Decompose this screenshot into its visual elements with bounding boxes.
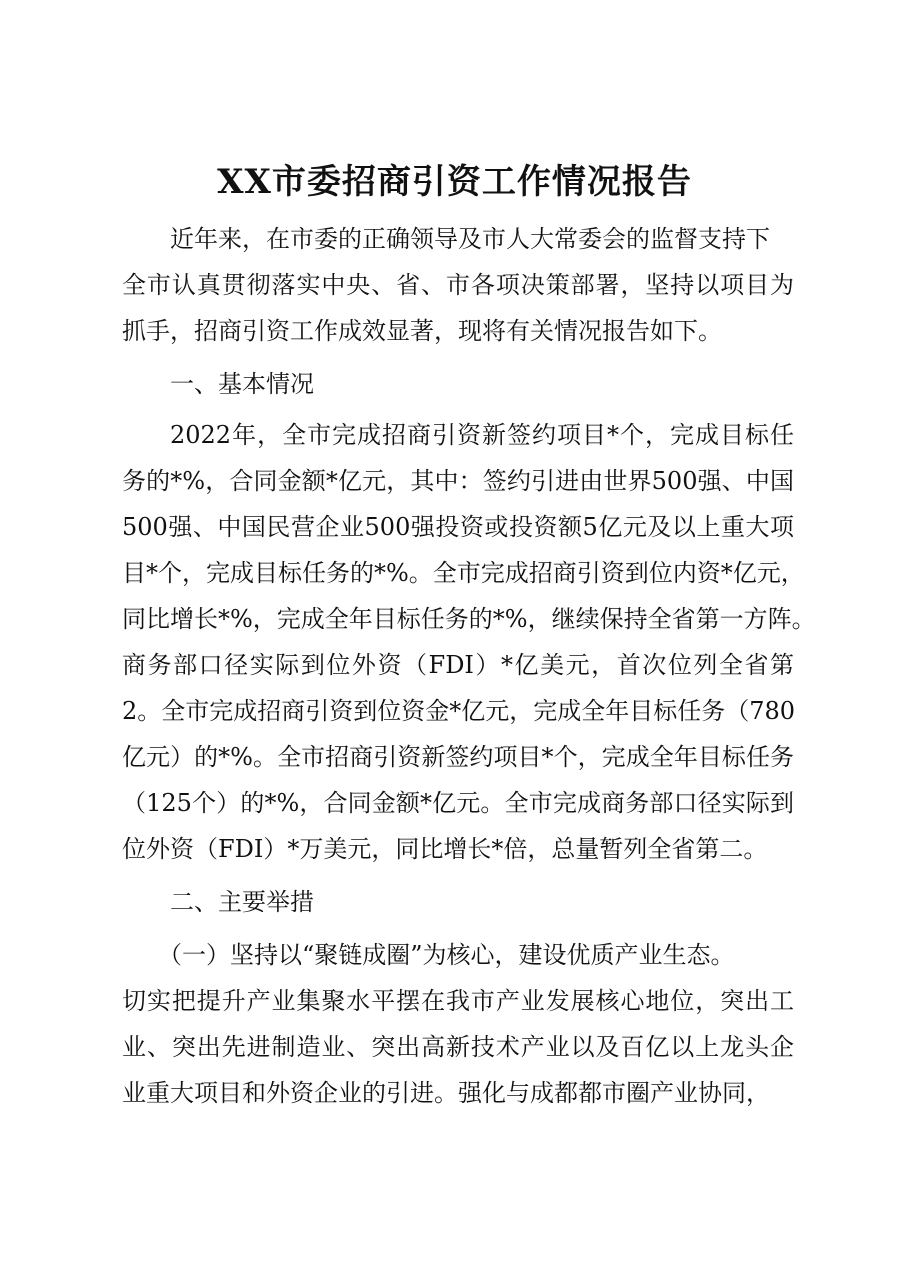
paragraph-line-11: 亿元）的*%。全市招商引资新签约项目*个，完成全年目标任务 (122, 743, 794, 771)
paragraph-line-4: 2022年，全市完成招商引资新签约项目*个，完成目标任 (170, 421, 794, 449)
paragraph-line-2: 全市认真贯彻落实中央、省、市各项决策部署，坚持以项目为 (122, 271, 794, 299)
paragraph-line-14: 切实把提升产业集聚水平摆在我市产业发展核心地位，突出工 (122, 987, 794, 1015)
paragraph-line-12: （125个）的*%，合同金额*亿元。全市完成商务部口径实际到 (122, 789, 794, 817)
paragraph-line-8: 同比增长*%，完成全年目标任务的*%，继续保持全省第一方阵。 (122, 605, 816, 633)
subsection-heading-1: （一）坚持以“聚链成圈”为核心，建设优质产业生态。 (158, 941, 735, 969)
paragraph-line-13: 位外资（FDI）*万美元，同比增长*倍，总量暂列全省第二。 (122, 835, 768, 863)
paragraph-line-5: 务的*%，合同金额*亿元，其中：签约引进由世界500强、中国 (122, 467, 794, 495)
section-heading-1: 一、基本情况 (170, 370, 314, 398)
paragraph-line-15: 业、突出先进制造业、突出高新技术产业以及百亿以上龙头企 (122, 1033, 794, 1061)
paragraph-line-1: 近年来，在市委的正确领导及市人大常委会的监督支持下 (170, 225, 770, 253)
paragraph-line-3: 抓手，招商引资工作成效显著，现将有关情况报告如下。 (122, 317, 722, 345)
paragraph-line-9: 商务部口径实际到位外资（FDI）*亿美元，首次位列全省第 (122, 651, 794, 679)
page-title: XX市委招商引资工作情况报告 (217, 162, 692, 202)
paragraph-line-6: 500强、中国民营企业500强投资或投资额5亿元及以上重大项 (122, 513, 794, 541)
paragraph-line-16: 业重大项目和外资企业的引进。强化与成都都市圈产业协同， (122, 1079, 770, 1107)
paragraph-line-10: 2。全市完成招商引资到位资金*亿元，完成全年目标任务（780 (122, 697, 796, 725)
section-heading-2: 二、主要举措 (170, 888, 314, 916)
paragraph-line-7: 目*个，完成目标任务的*%。全市完成招商引资到位内资*亿元， (122, 559, 805, 587)
